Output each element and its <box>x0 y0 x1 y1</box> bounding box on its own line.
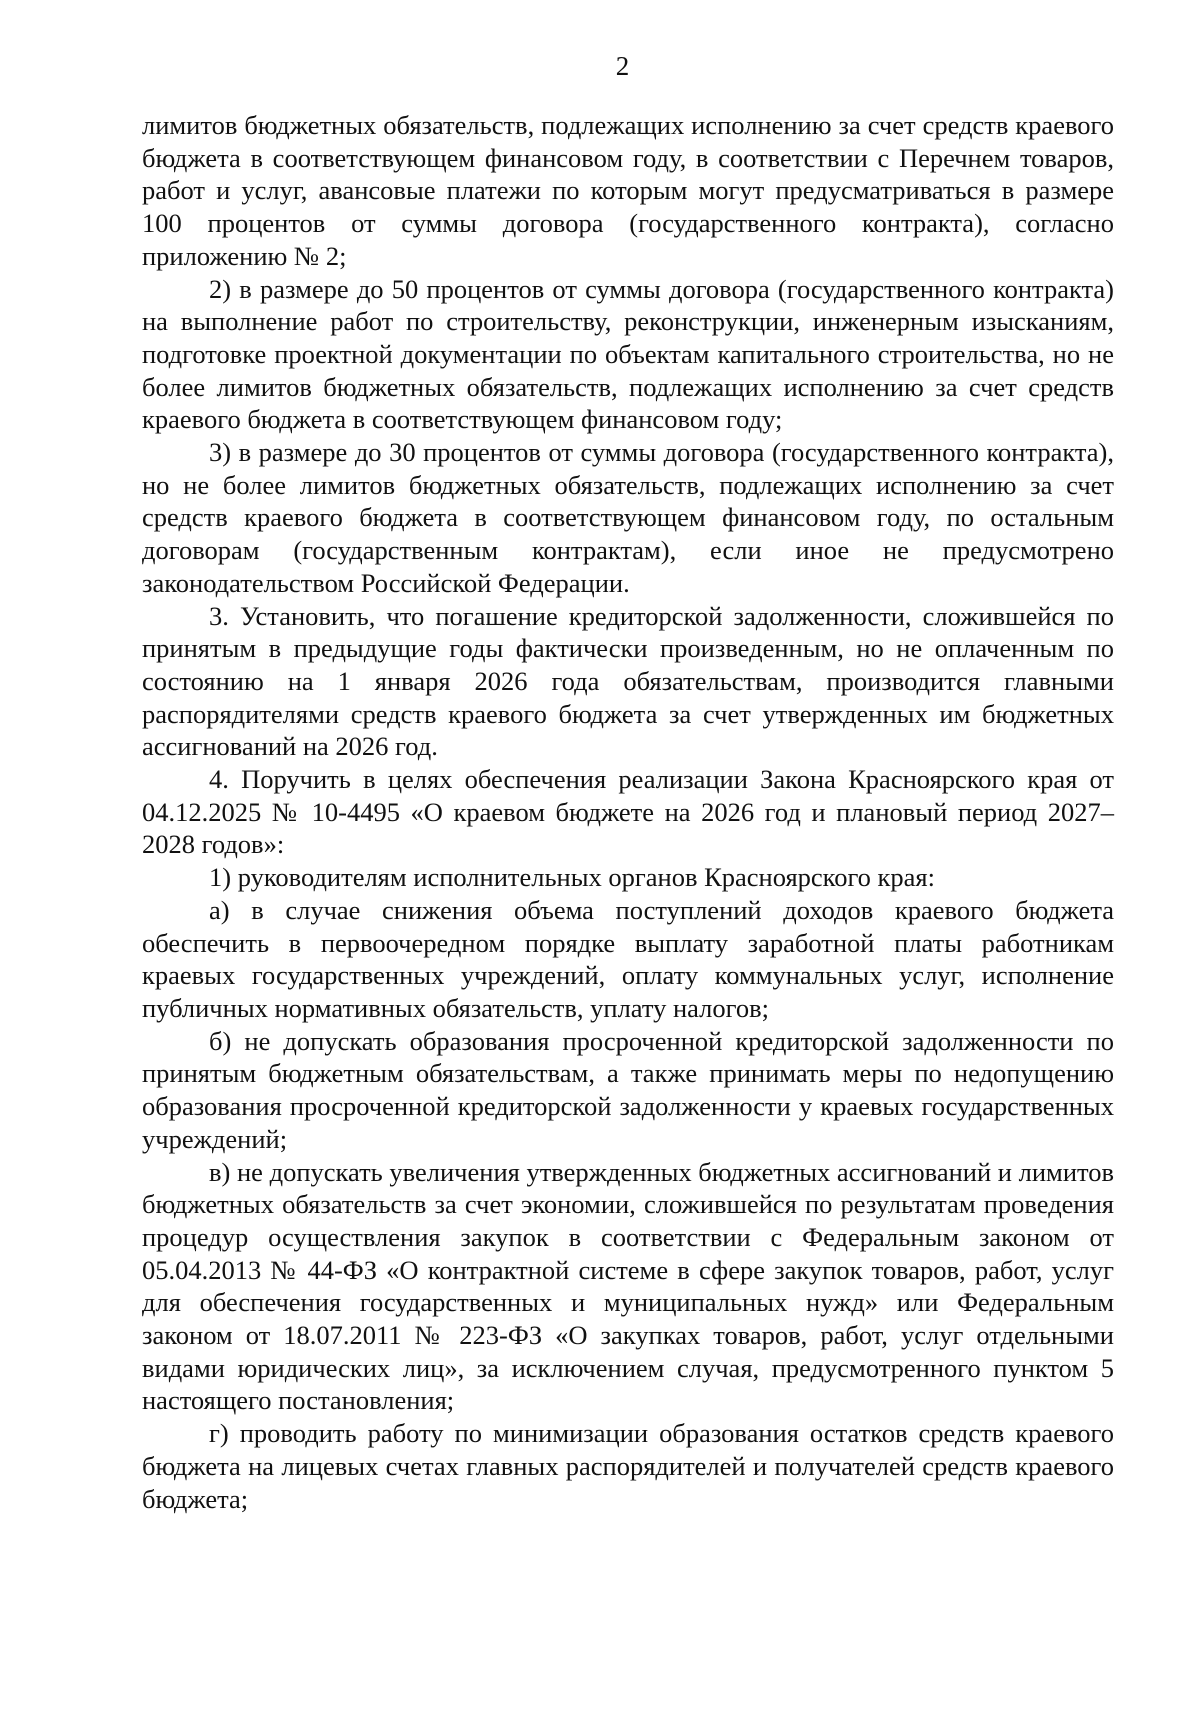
paragraph: 1) руководителям исполнительных органов Красноярского края: <box>209 862 935 893</box>
page-number: 2 <box>615 51 630 81</box>
paragraph: 3) в размере до 30 процентов от суммы договора (государственного контракта), но не более лимитов бюджетных обязательств, подлежащих исполнению за счет средств краевого бюджета в соответствующем финансовом году, по остальным договорам (государственным контрактам), если иное не предусмотрено законодательством Российской Федерации. <box>142 437 1114 598</box>
paragraph: 2) в размере до 50 процентов от суммы договора (государственного контракта) на выполнение работ по строительству, реконструкции, инженерным изысканиям, подготовке проектной документации по объектам капитального строительства, но не более лимитов бюджетных обязательств, подлежащих исполнению за счет средств краевого бюджета в соответствующем финансовом году; <box>142 273 1114 435</box>
document-body <box>142 109 1114 1515</box>
paragraph: б) не допускать образования просроченной кредиторской задолженности по принятым бюджетным обязательствам, а также принимать меры по недопущению образования просроченной кредиторской задолженности у краевых государственных учреждений; <box>142 1025 1114 1154</box>
paragraph: 4. Поручить в целях обеспечения реализации Закона Красноярского края от 04.12.2025 № 10-4495 «О краевом бюджете на 2026 год и плановый период 2027–2028 годов»: <box>142 764 1114 860</box>
paragraph: а) в случае снижения объема поступлений доходов краевого бюджета обеспечить в первоочередном порядке выплату заработной платы работникам краевых государственных учреждений, оплату коммунальных услуг, исполнение публичных нормативных обязательств, уплату налогов; <box>142 894 1114 1023</box>
paragraph: в) не допускать увеличения утвержденных бюджетных ассигнований и лимитов бюджетных обязательств за счет экономии, сложившейся по результатам проведения процедур осуществления закупок в соответствии с Федеральным законом от 05.04.2013 № 44-ФЗ «О контрактной системе в сфере закупок товаров, работ, услуг для обеспечения государственных и муниципальных нужд» или Федеральным законом от 18.07.2011 № 223-ФЗ «О закупках товаров, работ, услуг отдельными видами юридических лиц», за исключением случая, предусмотренного пунктом 5 настоящего постановления; <box>142 1156 1114 1416</box>
paragraph: 3. Установить, что погашение кредиторской задолженности, сложившейся по принятым в предыдущие годы фактически произведенным, но не оплаченным по состоянию на 1 января 2026 года обязательствам, производится главными распорядителями средств краевого бюджета за счет утвержденных им бюджетных ассигнований на 2026 год. <box>142 600 1114 762</box>
paragraph: лимитов бюджетных обязательств, подлежащих исполнению за счет средств краевого бюджета в соответствующем финансовом году, в соответствии с Перечнем товаров, работ и услуг, авансовые платежи по которым могут предусматриваться в размере 100 процентов от суммы договора (государственного контракта), согласно приложению № 2; <box>142 110 1114 271</box>
paragraph: г) проводить работу по минимизации образования остатков средств краевого бюджета на лицевых счетах главных распорядителей и получателей средств краевого бюджета; <box>142 1418 1114 1514</box>
